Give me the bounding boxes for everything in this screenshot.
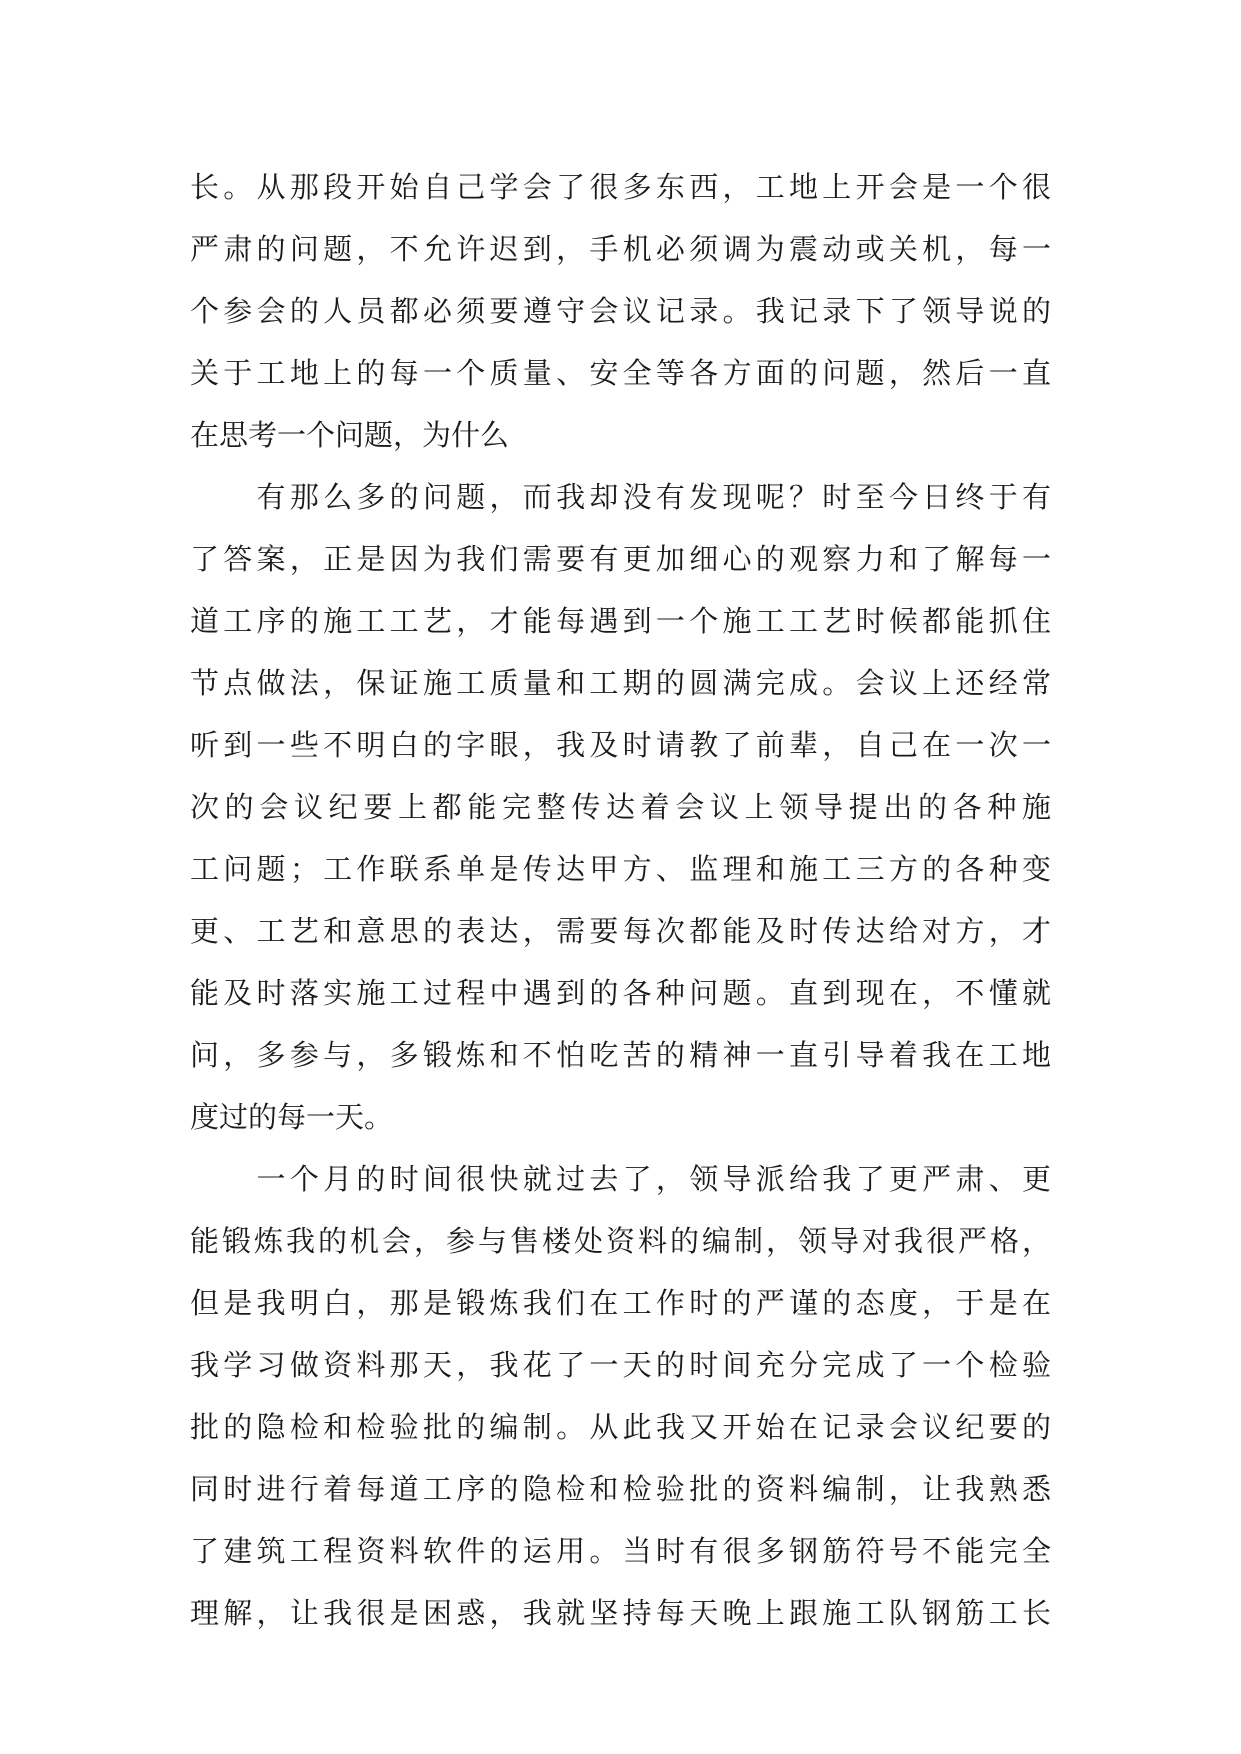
text-line: 关于工地上的每一个质量、安全等各方面的问题，然后一直 bbox=[190, 356, 1051, 390]
text-line: 问，多参与，多锻炼和不怕吃苦的精神一直引导着我在工地 bbox=[190, 1038, 1051, 1072]
text-line: 有那么多的问题，而我却没有发现呢？时至今日终于有 bbox=[190, 480, 1051, 514]
text-line: 严肃的问题，不允许迟到，手机必须调为震动或关机，每一 bbox=[190, 232, 1051, 266]
text-line: 能及时落实施工过程中遇到的各种问题。直到现在，不懂就 bbox=[190, 976, 1051, 1010]
text-line: 但是我明白，那是锻炼我们在工作时的严谨的态度，于是在 bbox=[190, 1286, 1051, 1320]
text-line: 了建筑工程资料软件的运用。当时有很多钢筋符号不能完全 bbox=[190, 1534, 1051, 1568]
text-line: 听到一些不明白的字眼，我及时请教了前辈，自己在一次一 bbox=[190, 728, 1051, 762]
text-line: 节点做法，保证施工质量和工期的圆满完成。会议上还经常 bbox=[190, 666, 1051, 700]
text-line: 能锻炼我的机会，参与售楼处资料的编制，领导对我很严格， bbox=[190, 1224, 1051, 1258]
text-line: 一个月的时间很快就过去了，领导派给我了更严肃、更 bbox=[190, 1162, 1051, 1196]
text-line: 更、工艺和意思的表达，需要每次都能及时传达给对方，才 bbox=[190, 914, 1051, 948]
text-line: 批的隐检和检验批的编制。从此我又开始在记录会议纪要的 bbox=[190, 1410, 1051, 1444]
text-line: 理解，让我很是困惑，我就坚持每天晚上跟施工队钢筋工长 bbox=[190, 1596, 1051, 1630]
text-line: 我学习做资料那天，我花了一天的时间充分完成了一个检验 bbox=[190, 1348, 1051, 1382]
text-line: 次的会议纪要上都能完整传达着会议上领导提出的各种施 bbox=[190, 790, 1051, 824]
text-line: 工问题；工作联系单是传达甲方、监理和施工三方的各种变 bbox=[190, 852, 1051, 886]
text-line: 同时进行着每道工序的隐检和检验批的资料编制，让我熟悉 bbox=[190, 1472, 1051, 1506]
text-line: 度过的每一天。 bbox=[190, 1100, 394, 1134]
text-line: 道工序的施工工艺，才能每遇到一个施工工艺时候都能抓住 bbox=[190, 604, 1051, 638]
text-line: 了答案，正是因为我们需要有更加细心的观察力和了解每一 bbox=[190, 542, 1051, 576]
text-line: 个参会的人员都必须要遵守会议记录。我记录下了领导说的 bbox=[190, 294, 1051, 328]
text-line: 长。从那段开始自己学会了很多东西，工地上开会是一个很 bbox=[190, 170, 1051, 204]
body-text bbox=[190, 156, 1051, 1644]
text-line: 在思考一个问题，为什么 bbox=[190, 418, 510, 452]
